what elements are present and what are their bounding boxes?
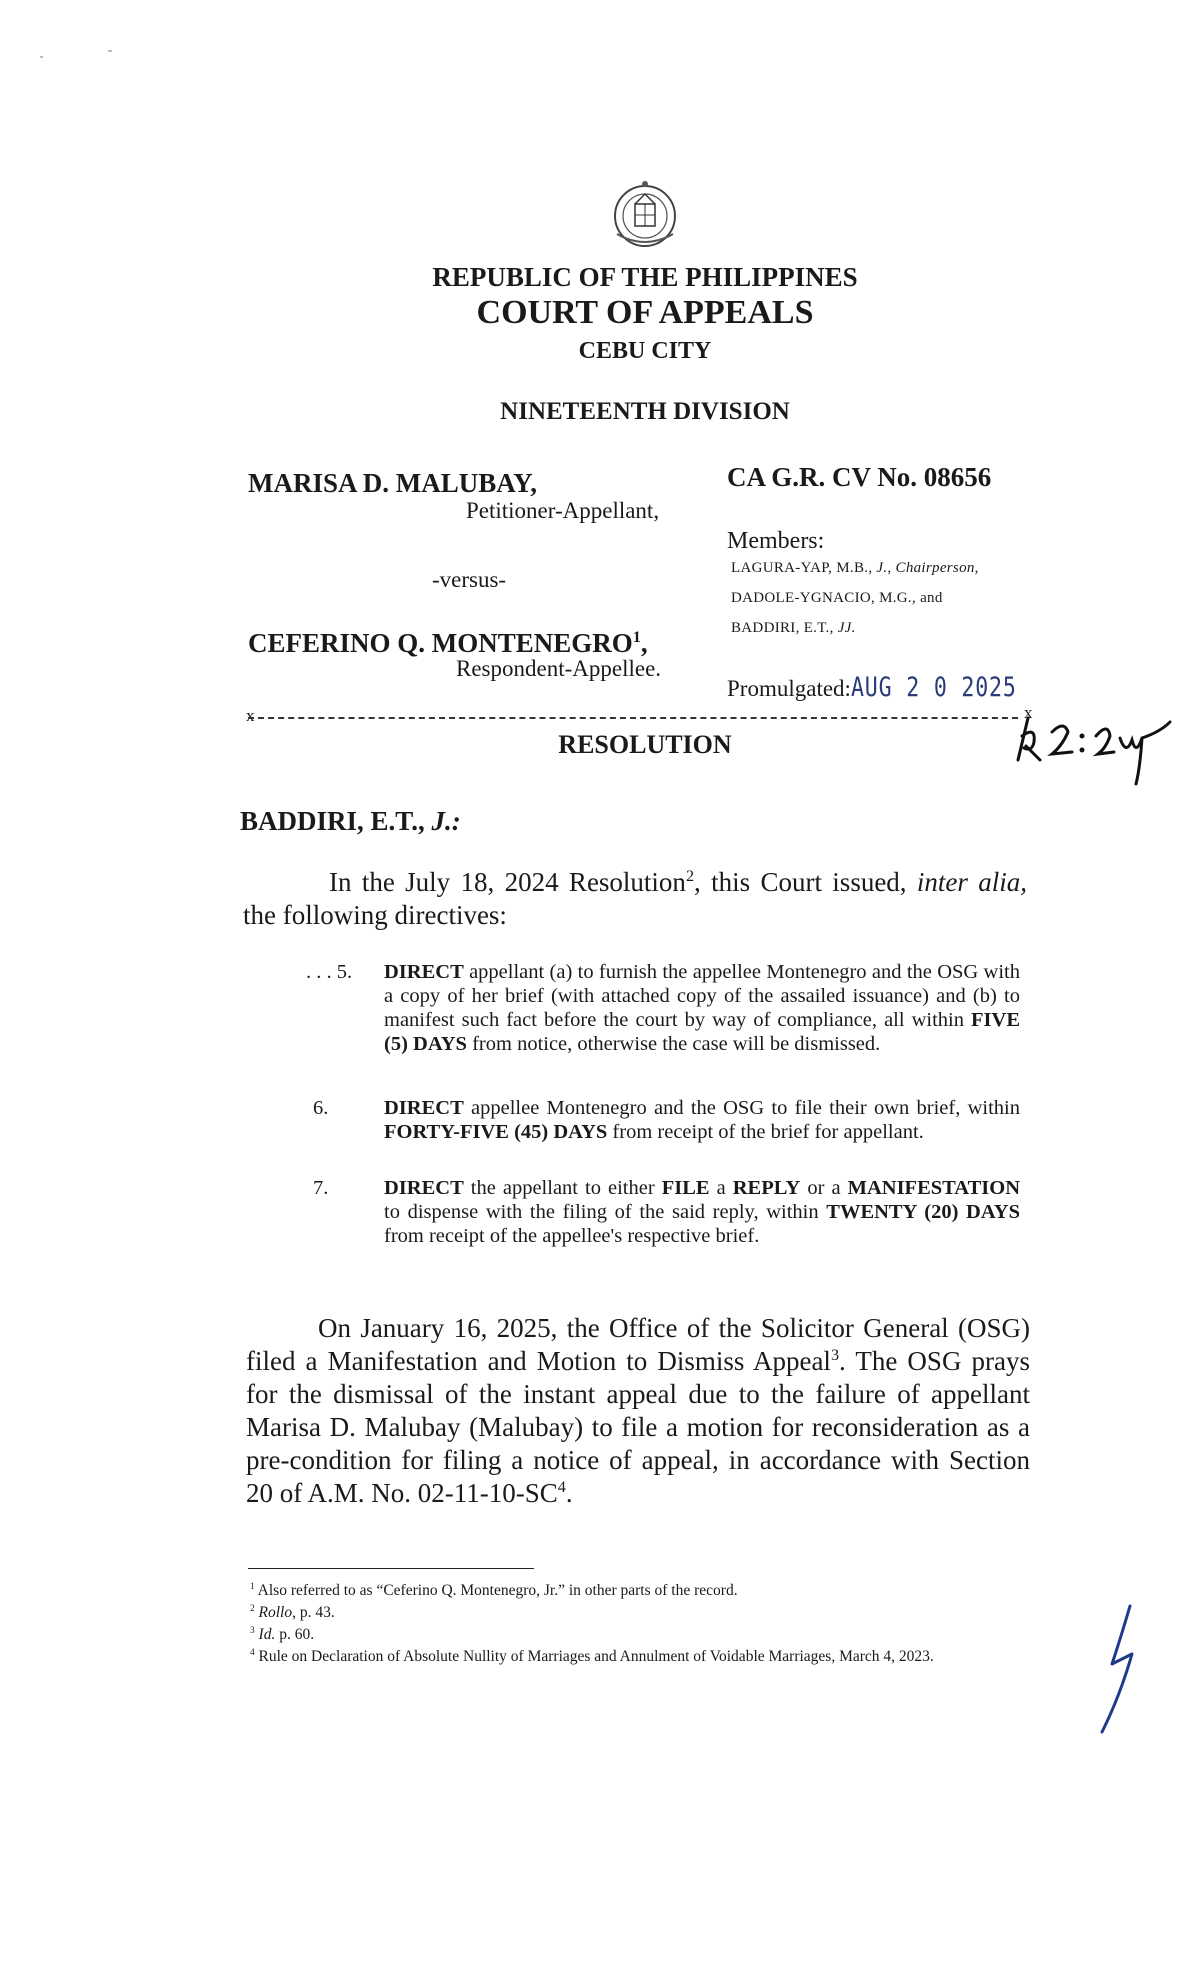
caption-separator [248, 717, 1018, 719]
footnote-3: $^3$ Id. p. 60. [250, 1625, 315, 1643]
handwritten-initial [1090, 1600, 1150, 1740]
member-3: BADDIRI, E.T., JJ. [731, 620, 856, 636]
promulgated-label: Promulgated: [727, 676, 851, 701]
footnote-4: $^4$ Rule on Declaration of Absolute Nullity of Marriages and Annulment of Voidable Marriages, March 4, 2023. [250, 1647, 934, 1665]
petitioner-role: Petitioner-Appellant, [466, 498, 660, 523]
court-heading: COURT OF APPEALS [476, 294, 814, 331]
court-seal [605, 178, 685, 250]
member-1: LAGURA-YAP, M.B., J., Chairperson, [731, 560, 979, 576]
directive-5: DIRECT appellant (a) to furnish the appellee Montenegro and the OSG with a copy of her brief (with attached copy of the assailed issuance) and (b) to manifest such fact before the court by way of compliance, all within FIVE (5) DAYS from notice, otherwise the case will be dismissed. [384, 961, 1020, 1055]
promulgated-date: AUG 2 0 2025 [850, 672, 1017, 703]
line-end-mark: x [1024, 703, 1033, 722]
directive-6: DIRECT appellee Montenegro and the OSG to file their own brief, within FORTY-FIVE (45) DAYS from receipt of the brief for appellant. [384, 1097, 1020, 1143]
division-heading: NINETEENTH DIVISION [500, 398, 790, 425]
paragraph-2: On January 16, 2025, the Office of the Solicitor General (OSG) filed a Manifestation and Motion to Dismiss Appeal$^3$. The OSG prays for the dismissal of the instant appeal due to the failure of appellant Marisa D. Malubay (Malubay) to file a motion for reconsideration as a pre-condition for filing a notice of appeal, in accordance with Section 20 of A.M. No. $02-11-10-SC^4$. [246, 1313, 1031, 1508]
members-label: Members: [727, 528, 825, 554]
footnote-rule [248, 1568, 534, 1569]
directive-5-number: . . . 5. [306, 961, 353, 983]
respondent-name: CEFERINO Q. MONTENEGRO$^1$, [248, 628, 648, 658]
ponente-line: BADDIRI, E.T., J.: [240, 806, 461, 836]
footnote-1: $^1$ Also referred to as “Ceferino Q. Montenegro, Jr.” in other parts of the record. [250, 1581, 738, 1599]
promulgated-line [727, 672, 1058, 703]
republic-heading: REPUBLIC OF THE PHILIPPINES [432, 262, 858, 292]
paragraph-1: In the July 18, 2024 Resolution$^2$, this Court issued, inter alia, the following directives: [243, 867, 1027, 930]
directive-7-number: 7. [313, 1177, 329, 1199]
versus-label: -versus- [432, 567, 507, 592]
resolution-title: RESOLUTION [558, 730, 732, 759]
directive-6-number: 6. [313, 1097, 329, 1119]
scan-speck [108, 50, 112, 52]
footnote-2: $^2$ Rollo, p. 43. [250, 1603, 335, 1621]
line-start-mark: x [246, 706, 255, 725]
case-number: CA G.R. CV No. 08656 [727, 462, 992, 492]
petitioner-name: MARISA D. MALUBAY, [248, 468, 538, 498]
member-2: DADOLE-YGNACIO, M.G., and [731, 590, 943, 606]
city-heading: CEBU CITY [578, 338, 712, 364]
respondent-role: Respondent-Appellee. [456, 656, 662, 681]
directive-7: DIRECT the appellant to either FILE a REPLY or a MANIFESTATION to dispense with the filing of the said reply, within TWENTY (20) DAYS from receipt of the appellee's respective brief. [384, 1177, 1020, 1247]
scan-speck [40, 56, 43, 58]
